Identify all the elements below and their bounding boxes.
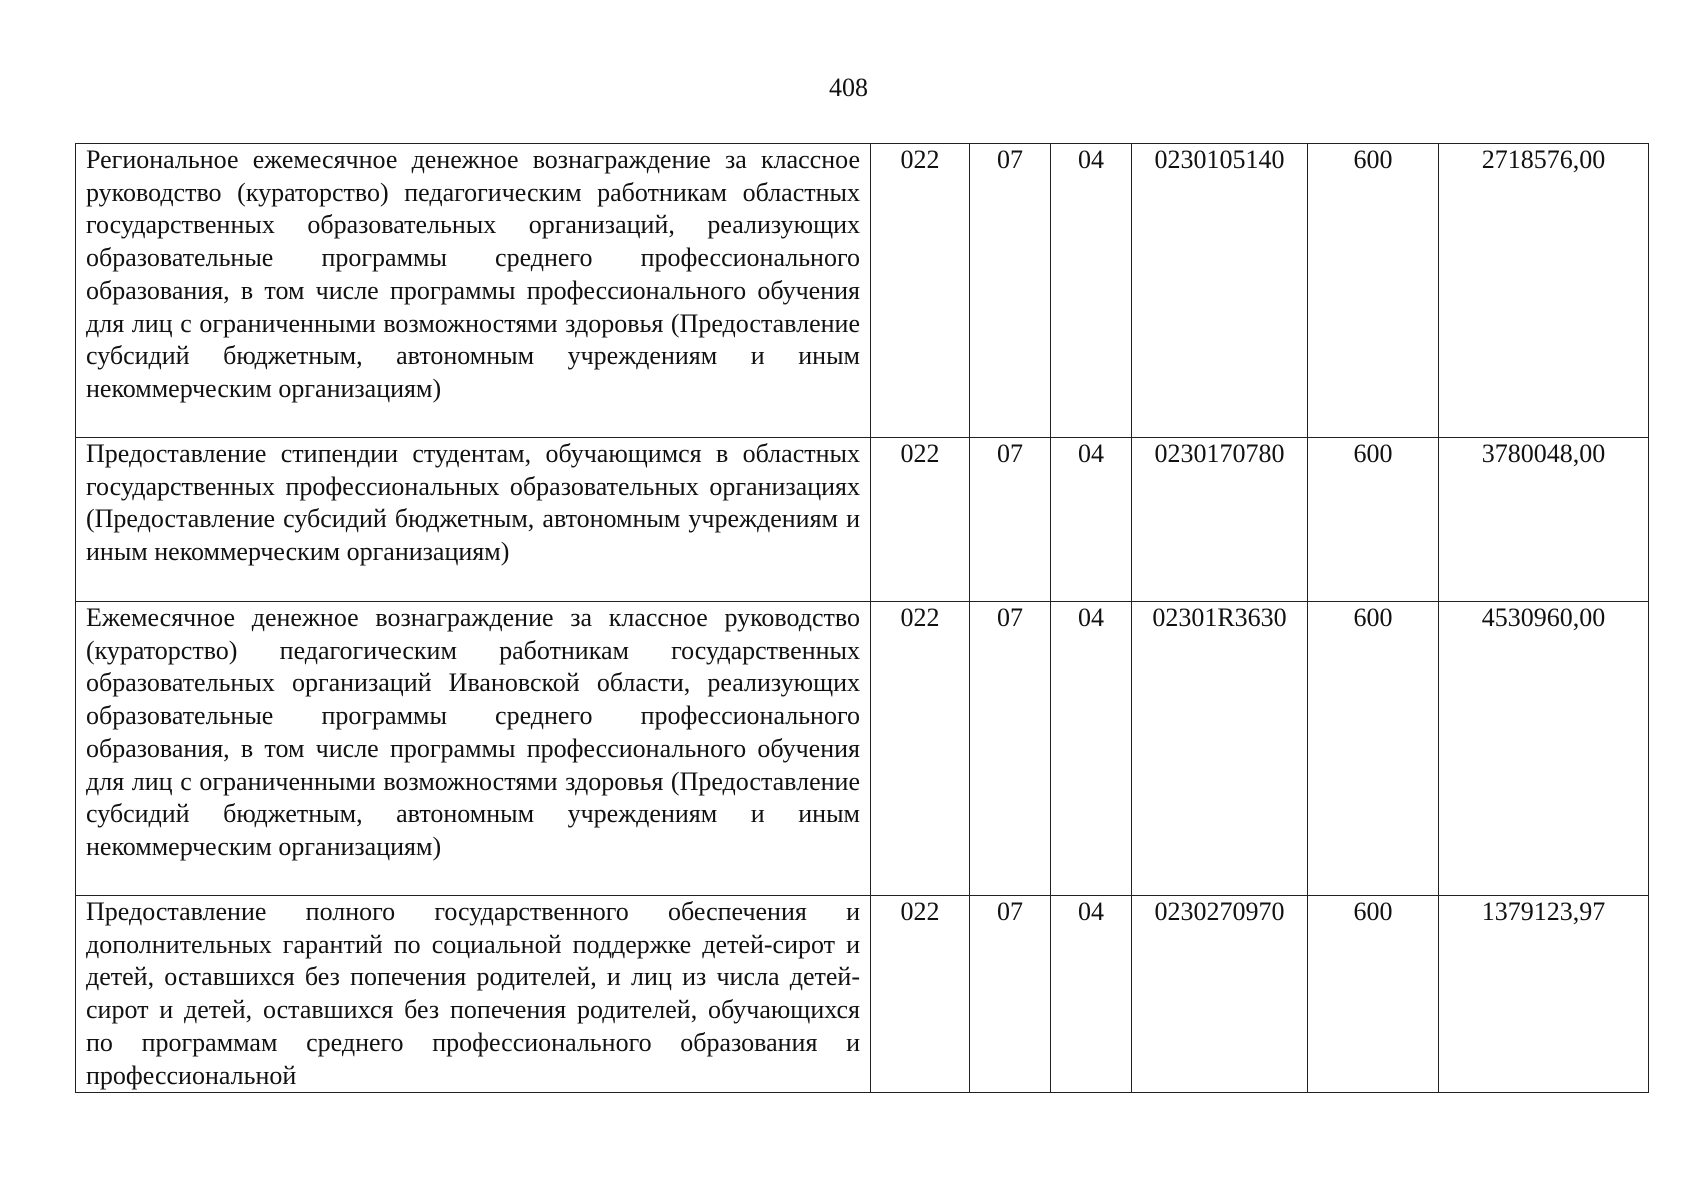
table-row <box>76 438 1649 602</box>
row-description: Региональное ежемесячное денежное вознаграждение за классное руководство (кураторство) педагогическим работникам областных государственных образовательных организаций, реализующих образовательные программы среднего профессионального образования, в том числе программы профессионального обучения для лиц с ограниченными возможностями здоровья (Предоставление субсидий бюджетным, автономным учреждениям и иным некоммерческим организациям) <box>76 144 871 438</box>
row-description-cell <box>76 896 871 1093</box>
expense-type-code: 600 <box>1308 896 1439 1093</box>
page-number: 408 <box>829 73 868 102</box>
ministry-code: 022 <box>871 438 970 602</box>
section-code: 07 <box>970 602 1051 896</box>
section-code: 07 <box>970 438 1051 602</box>
table-row <box>76 602 1649 896</box>
subsection-code: 04 <box>1051 144 1132 438</box>
target-article-code: 0230105140 <box>1132 144 1308 438</box>
target-article-code: 02301R3630 <box>1132 602 1308 896</box>
amount: 3780048,00 <box>1439 438 1649 602</box>
amount: 4530960,00 <box>1439 602 1649 896</box>
expense-type-code: 600 <box>1308 602 1439 896</box>
amount: 1379123,97 <box>1439 896 1649 1093</box>
table-row <box>76 144 1649 438</box>
target-article-code: 0230170780 <box>1132 438 1308 602</box>
amount: 2718576,00 <box>1439 144 1649 438</box>
section-code: 07 <box>970 144 1051 438</box>
budget-table <box>75 143 1649 1093</box>
ministry-code: 022 <box>871 144 970 438</box>
table-row <box>76 896 1649 1093</box>
expense-type-code: 600 <box>1308 144 1439 438</box>
subsection-code: 04 <box>1051 438 1132 602</box>
ministry-code: 022 <box>871 602 970 896</box>
subsection-code: 04 <box>1051 602 1132 896</box>
expense-type-code: 600 <box>1308 438 1439 602</box>
target-article-code: 0230270970 <box>1132 896 1308 1093</box>
row-description: Предоставление полного государственного обеспечения и дополнительных гарантий по социальной поддержке детей-сирот и детей, оставшихся без попечения родителей, и лиц из числа детей-сирот и детей, оставшихся без попечения родителей, обучающихся по программам среднего профессионального образования и профессиональной <box>86 897 860 1090</box>
ministry-code: 022 <box>871 896 970 1093</box>
subsection-code: 04 <box>1051 896 1132 1093</box>
section-code: 07 <box>970 896 1051 1093</box>
row-description: Ежемесячное денежное вознаграждение за классное руководство (кураторство) педагогическим работникам государственных образовательных организаций Ивановской области, реализующих образовательные программы среднего профессионального образования, в том числе программы профессионального обучения для лиц с ограниченными возможностями здоровья (Предоставление субсидий бюджетным, автономным учреждениям и иным некоммерческим организациям) <box>76 602 871 896</box>
row-description: Предоставление стипендии студентам, обучающимся в областных государственных профессиональных образовательных организациях (Предоставление субсидий бюджетным, автономным учреждениям и иным некоммерческим организациям) <box>76 438 871 602</box>
